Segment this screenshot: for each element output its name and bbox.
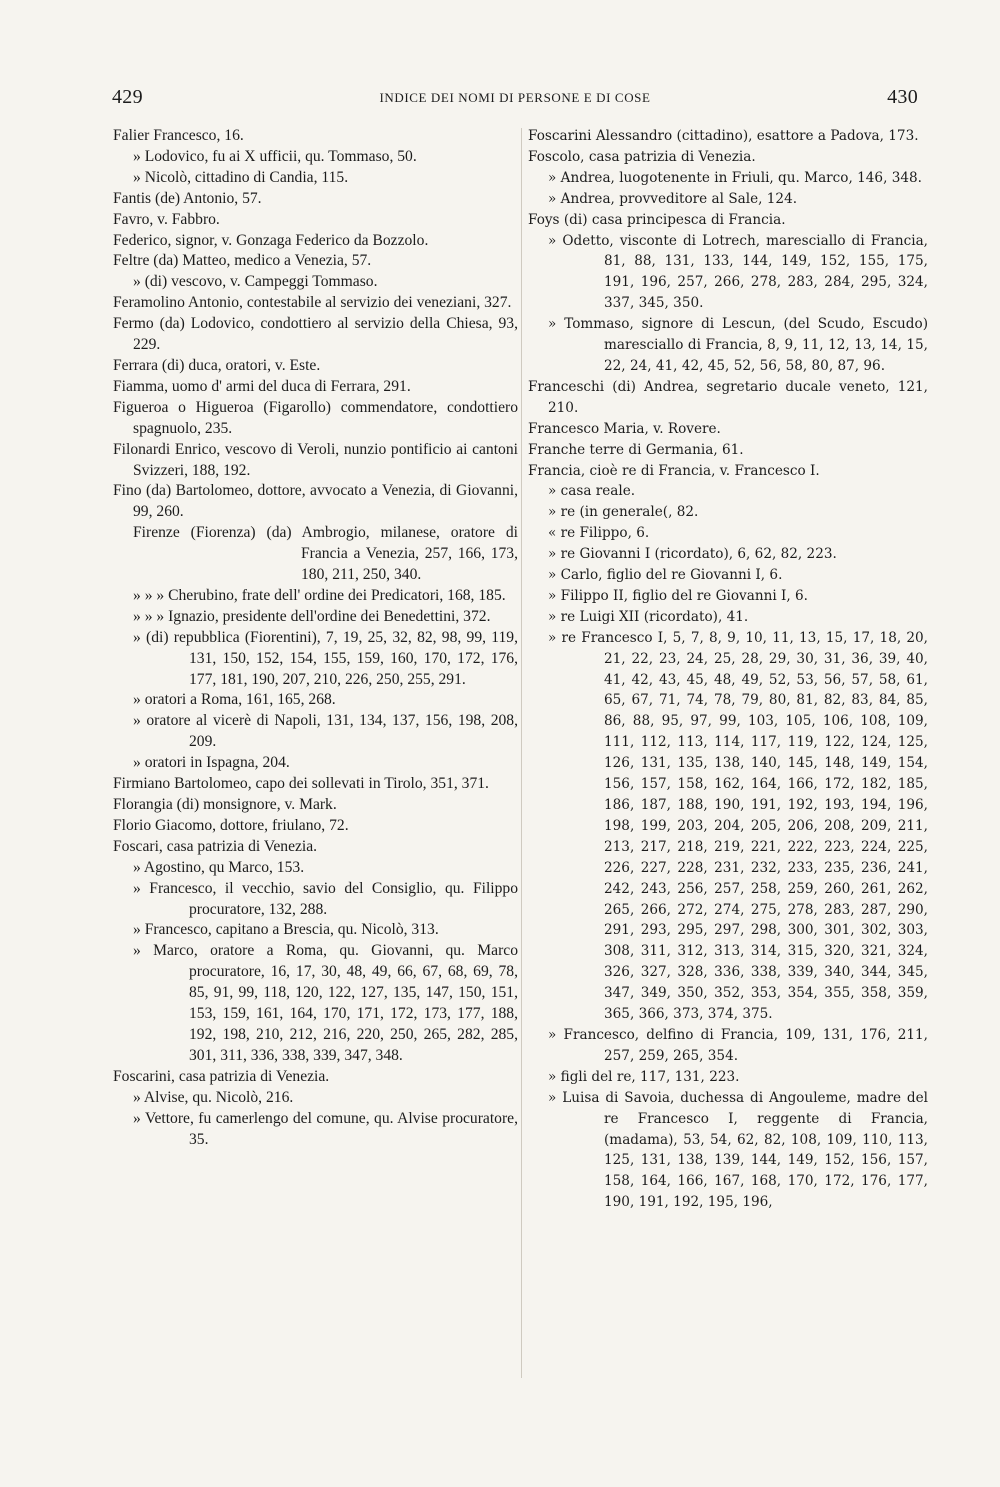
index-entry: Falier Francesco, 16.	[113, 127, 244, 144]
index-subentry: » Andrea, luogotenente in Friuli, qu. Marco, 146, 348.	[548, 169, 922, 186]
index-subentry: » » » Ignazio, presidente dell'ordine dei Benedettini, 372.	[133, 607, 491, 625]
index-subentry: » Carlo, figlio del re Giovanni I, 6.	[548, 567, 783, 584]
index-entry: Francia, cioè re di Francia, v. Francesco I.	[528, 462, 820, 479]
index-subentry: » casa reale.	[548, 483, 636, 500]
index-entry: Francesco Maria, v. Rovere.	[528, 420, 721, 437]
index-subentry: » Francesco, delfino di Francia, 109, 131, 176, 211, 257, 259, 265, 354.	[548, 1026, 928, 1064]
index-entry: Firmiano Bartolomeo, capo dei sollevati in Tirolo, 351, 371.	[113, 775, 489, 793]
index-entry: Foscolo, casa patrizia di Venezia.	[528, 148, 756, 165]
index-entry: Figueroa o Higueroa (Figarollo) commendatore, condottiero spagnuolo, 235.	[113, 398, 518, 437]
index-subentry: » Andrea, provveditore al Sale, 124.	[548, 190, 798, 207]
index-entry: Fiamma, uomo d' armi del duca di Ferrara, 291.	[113, 377, 411, 395]
index-subentry: » Odetto, visconte di Lotrech, maresciallo di Francia, 81, 88, 131, 133, 144, 149, 152, 155, 175, 191, 196, 257, 266, 278, 283, 284, 295, 324, 337, 345, 350.	[548, 232, 928, 312]
index-entry: Fino (da) Bartolomeo, dottore, avvocato a Venezia, di Giovanni, 99, 260.	[113, 482, 518, 521]
index-subentry: » (di) repubblica (Fiorentini), 7, 19, 25, 32, 82, 98, 99, 119, 131, 150, 152, 154, 155, 159, 160, 170, 172, 176, 177, 181, 190, 207, 210, 226, 250, 255, 291.	[133, 628, 518, 688]
index-subentry: » figli del re, 117, 131, 223.	[548, 1068, 740, 1085]
index-subentry: » Filippo II, figlio del re Giovanni I, 6.	[548, 587, 808, 604]
index-subentry: « re Filippo, 6.	[548, 525, 650, 542]
left-page-number: 429	[112, 86, 143, 108]
index-entry: Filonardi Enrico, vescovo di Veroli, nunzio pontificio ai cantoni Svizzeri, 188, 192.	[113, 440, 518, 479]
index-subentry: » Francesco, capitano a Brescia, qu. Nicolò, 313.	[133, 921, 439, 939]
index-entry: Foys (di) casa principesca di Francia.	[528, 211, 786, 228]
left-index-column	[113, 126, 518, 1150]
right-index-column	[528, 126, 928, 1213]
page-header	[112, 86, 918, 116]
index-subentry: » Tommaso, signore di Lescun, (del Scudo, Escudo) maresciallo di Francia, 8, 9, 11, 12, 13, 14, 15, 22, 24, 41, 42, 45, 52, 56, 58, 80, 87, 96.	[548, 316, 928, 374]
index-entry: Foscarini Alessandro (cittadino), esattore a Padova, 173.	[528, 128, 919, 144]
index-entry: Fermo (da) Lodovico, condottiero al servizio della Chiesa, 93, 229.	[113, 315, 518, 354]
index-entry: Feramolino Antonio, contestabile al servizio dei veneziani, 327.	[113, 294, 512, 312]
index-subentry: » Agostino, qu Marco, 153.	[133, 858, 305, 876]
index-entry: Franceschi (di) Andrea, segretario ducale veneto, 121, 210.	[528, 378, 928, 416]
index-entry: Federico, signor, v. Gonzaga Federico da Bozzolo.	[113, 231, 429, 249]
index-entry: Favro, v. Fabbro.	[113, 210, 220, 228]
column-divider	[521, 128, 522, 1378]
running-title: INDICE DEI NOMI DI PERSONE E DI COSE	[379, 90, 651, 105]
index-subentry: » (di) vescovo, v. Campeggi Tommaso.	[133, 273, 378, 291]
index-subentry: » re Francesco I, 5, 7, 8, 9, 10, 11, 13, 15, 17, 18, 20, 21, 22, 23, 24, 25, 28, 29, 30, 31, 36, 39, 40, 41, 42, 43, 45, 48, 49, 52, 53, 56, 57, 58, 61, 65, 67, 71, 74, 78, 79, 80, 81, 82, 83, 84, 85, 86, 88, 95, 97, 99, 103, 105, 106, 108, 109, 111, 112, 113, 114, 117, 119, 122, 124, 125, 126, 131, 135, 138, 140, 145, 148, 149, 154, 156, 157, 158, 162, 164, 166, 172, 182, 185, 186, 187, 188, 190, 191, 192, 193, 194, 196, 198, 199, 203, 204, 205, 206, 208, 209, 211, 213, 217, 218, 219, 221, 222, 223, 224, 225, 226, 227, 228, 231, 232, 233, 235, 236, 241, 242, 243, 256, 257, 258, 259, 260, 261, 262, 265, 266, 272, 274, 275, 278, 283, 287, 290, 291, 293, 295, 297, 298, 300, 301, 302, 303, 308, 311, 312, 313, 314, 315, 320, 321, 324, 326, 327, 328, 336, 338, 339, 340, 344, 345, 347, 349, 350, 352, 353, 354, 355, 358, 359, 365, 366, 373, 374, 375.	[548, 629, 928, 1023]
index-entry: Ferrara (di) duca, oratori, v. Este.	[113, 356, 321, 374]
index-subentry: » re Giovanni I (ricordato), 6, 62, 82, 223.	[548, 546, 837, 563]
index-subentry: » Nicolò, cittadino di Candia, 115.	[133, 168, 349, 186]
index-entry: Florio Giacomo, dottore, friulano, 72.	[113, 816, 349, 834]
index-subentry: » Francesco, il vecchio, savio del Consiglio, qu. Filippo procuratore, 132, 288.	[133, 879, 518, 918]
index-subentry: » » » Cherubino, frate dell' ordine dei Predicatori, 168, 185.	[133, 586, 506, 604]
right-page-number: 430	[887, 86, 918, 108]
index-subentry: » Marco, oratore a Roma, qu. Giovanni, qu. Marco procuratore, 16, 17, 30, 48, 49, 66, 67, 68, 69, 78, 85, 91, 99, 118, 120, 122, 127, 135, 147, 150, 151, 153, 159, 161, 164, 170, 171, 172, 173, 177, 188, 192, 198, 210, 212, 216, 220, 250, 265, 282, 285, 301, 311, 336, 338, 339, 347, 348.	[133, 942, 518, 1064]
index-subentry: Firenze (Fiorenza) (da) Ambrogio, milanese, oratore di Francia a Venezia, 257, 166, 173, 180, 211, 250, 340.	[133, 524, 518, 584]
index-subentry: » oratori in Ispagna, 204.	[133, 754, 290, 772]
index-entry: Feltre (da) Matteo, medico a Venezia, 57.	[113, 252, 372, 270]
index-entry: Franche terre di Germania, 61.	[528, 441, 744, 458]
index-subentry: » Vettore, fu camerlengo del comune, qu. Alvise procuratore, 35.	[133, 1109, 518, 1148]
index-subentry: » re Luigi XII (ricordato), 41.	[548, 608, 749, 625]
index-subentry: » oratori a Roma, 161, 165, 268.	[133, 691, 336, 709]
index-subentry: » re (in generale(, 82.	[548, 504, 699, 521]
index-subentry: » Alvise, qu. Nicolò, 216.	[133, 1088, 294, 1106]
index-entry: Fantis (de) Antonio, 57.	[113, 189, 262, 207]
index-subentry: » Lodovico, fu ai X ufficii, qu. Tommaso, 50.	[133, 147, 417, 165]
index-subentry: » Luisa di Savoia, duchessa di Angouleme, madre del re Francesco I, reggente di Francia, (madama), 53, 54, 62, 82, 108, 109, 110, 113, 125, 131, 138, 139, 144, 149, 152, 156, 157, 158, 164, 166, 167, 168, 170, 172, 176, 177, 190, 191, 192, 195, 196,	[548, 1089, 928, 1211]
index-entry: Foscari, casa patrizia di Venezia.	[113, 837, 318, 855]
index-entry: Foscarini, casa patrizia di Venezia.	[113, 1067, 330, 1085]
index-entry: Florangia (di) monsignore, v. Mark.	[113, 796, 337, 813]
index-subentry: » oratore al vicerè di Napoli, 131, 134, 137, 156, 198, 208, 209.	[133, 712, 518, 751]
